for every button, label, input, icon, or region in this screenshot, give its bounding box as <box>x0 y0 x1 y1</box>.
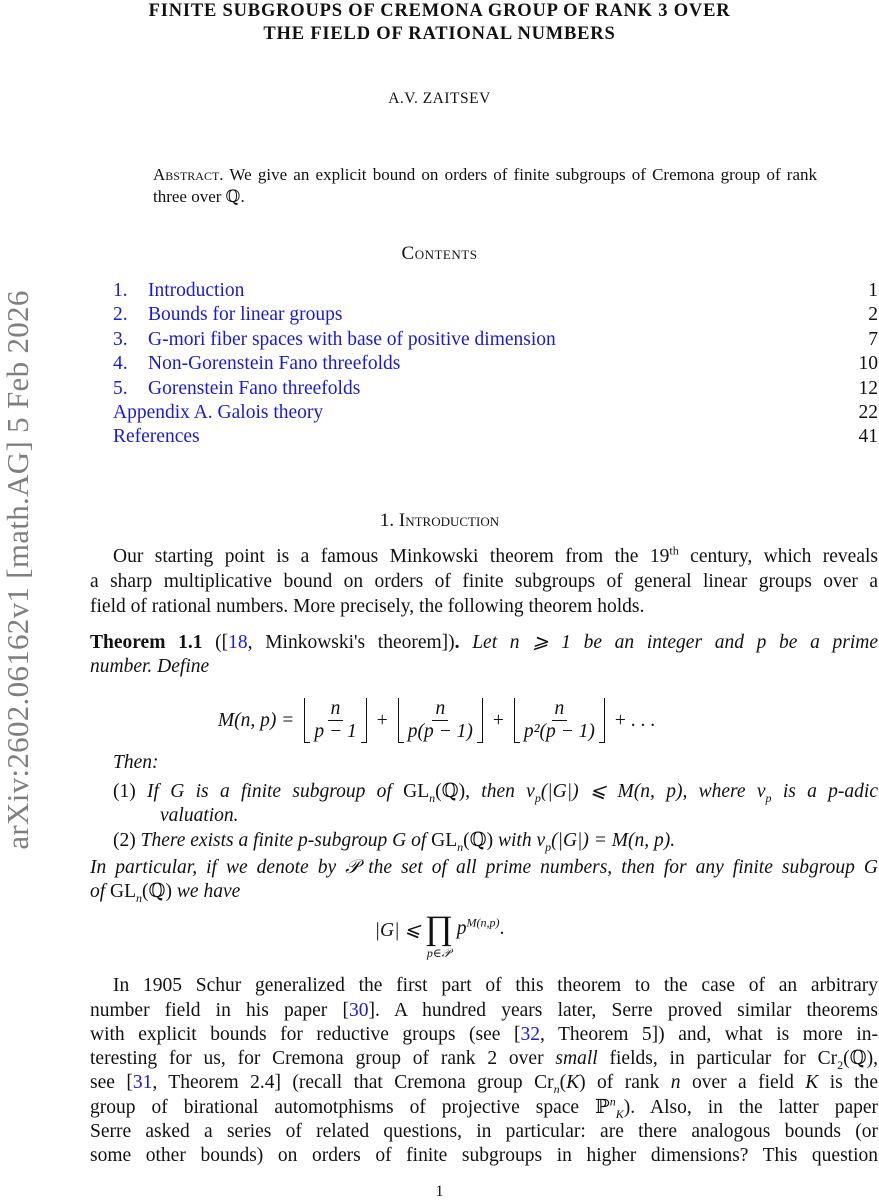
text-segment: (|G|) ⩽ M(n, p), where ν <box>540 781 766 802</box>
text-line <box>90 1023 878 1047</box>
floor-fraction <box>514 698 605 743</box>
toc-entry-link[interactable]: Introduction <box>148 280 245 301</box>
fraction-denominator: p − 1 <box>314 721 357 742</box>
text-segment: n <box>429 790 436 805</box>
citation-link[interactable]: 32 <box>520 1024 540 1045</box>
text-line <box>90 595 878 619</box>
text-segment: , Theorem 5]) and, what is more in- <box>539 1024 878 1045</box>
toc-entry-number[interactable]: 1. <box>113 280 128 301</box>
text-segment: If G is a finite subgroup of <box>147 781 404 802</box>
text-line <box>90 655 878 679</box>
toc-entry[interactable] <box>113 402 878 426</box>
toc-entry[interactable] <box>113 426 878 450</box>
text-segment: with explicit bounds for reductive groups (see [ <box>90 1024 521 1045</box>
product-term <box>456 915 505 940</box>
text-segment: (|G|) = M(n, p). <box>551 830 676 851</box>
toc-entry-link[interactable]: Appendix A. Galois theory <box>113 402 324 423</box>
text-segment: (ℚ) <box>463 830 494 851</box>
text-segment: GL <box>431 830 458 851</box>
text-segment: teresting for us, for Cremona group of rank 2 over <box>90 1048 556 1069</box>
product-period: . <box>499 918 505 939</box>
text-segment: . <box>454 632 460 653</box>
text-segment: K <box>805 1072 819 1093</box>
text-segment: p <box>545 839 552 854</box>
text-segment: (ℚ), <box>843 1048 878 1069</box>
text-line <box>90 1144 878 1168</box>
product-lhs: |G| ⩽ <box>374 920 421 941</box>
text-segment: GL <box>403 781 430 802</box>
text-segment: see [ <box>90 1072 133 1093</box>
toc-entry-number[interactable]: 3. <box>113 328 128 350</box>
toc-entry[interactable] <box>113 353 878 377</box>
text-segment: (2) <box>113 830 141 851</box>
text-line <box>90 999 878 1023</box>
text-segment: ) of rank <box>579 1072 671 1093</box>
toc-entry-page: 41 <box>858 426 878 448</box>
text-segment: Serre asked a series of related questions, in particular: are there analogous bounds (or <box>90 1121 878 1142</box>
text-segment: (1) <box>113 781 148 802</box>
toc-entry-link[interactable]: Bounds for linear groups <box>148 304 343 326</box>
text-segment: (ℚ) <box>142 881 173 902</box>
toc-entry-number[interactable]: 4. <box>113 353 128 375</box>
fraction-numerator: n <box>432 698 448 721</box>
section-heading-introduction <box>0 510 879 532</box>
formula-lhs: M(n, p) = <box>217 709 295 731</box>
text-segment: K <box>615 1106 624 1121</box>
toc-entry-link[interactable]: Gorenstein Fano threefolds <box>148 377 361 399</box>
text-segment: n <box>136 890 143 905</box>
text-line <box>113 545 878 569</box>
product-sign: ∏ <box>424 910 453 947</box>
text-line <box>113 829 878 853</box>
plus-sign: + <box>492 709 504 731</box>
toc-entry[interactable] <box>113 329 878 353</box>
fraction-denominator: p(p − 1) <box>407 721 473 742</box>
text-segment: number field in his paper [ <box>90 1000 349 1021</box>
text-segment: is the <box>818 1072 878 1093</box>
text-segment: field of rational numbers. More precisely, the following theorem holds. <box>90 596 645 617</box>
text-segment: a sharp multiplicative bound on orders of finite subgroups of general linear groups over a <box>90 571 878 592</box>
text-segment: ([ <box>202 632 229 653</box>
text-segment: Our starting point is a famous Minkowski theorem from the 19 <box>113 546 670 567</box>
text-segment: p <box>534 790 541 805</box>
text-segment: p <box>765 790 772 805</box>
text-segment: Let n ⩾ 1 be an integer and p be a prime <box>459 632 878 653</box>
text-segment: , Minkowski's theorem]) <box>247 632 455 653</box>
arxiv-stamp: arXiv:2602.06162v1 [math.AG] 5 Feb 2026 <box>0 290 35 850</box>
text-line <box>113 780 878 804</box>
abstract <box>153 164 817 208</box>
toc-entry-page: 1 <box>868 280 878 301</box>
toc-entry-page: 7 <box>868 328 878 350</box>
toc-entry-number[interactable]: 2. <box>113 304 128 326</box>
text-segment: , then ν <box>465 781 535 802</box>
abstract-text: We give an explicit bound on orders of finite subgroups of Cremona group of rank three over ℚ. <box>153 165 817 206</box>
text-segment: n <box>553 1081 560 1096</box>
toc-entry-page: 22 <box>858 402 878 423</box>
text-segment: ( <box>559 1072 567 1093</box>
section-heading-text: 1. Introduction <box>379 510 500 531</box>
toc-entry-link[interactable]: Non-Gorenstein Fano threefolds <box>148 353 401 375</box>
text-segment: we have <box>172 881 241 902</box>
abstract-label: Abstract. <box>153 165 224 184</box>
text-segment: n <box>457 839 464 854</box>
toc-entry-page: 10 <box>858 353 878 375</box>
text-segment: valuation. <box>160 805 239 826</box>
product-index: p∈𝒫 <box>426 946 451 960</box>
floor-fraction <box>304 698 366 743</box>
text-segment: small <box>555 1048 598 1069</box>
toc-entry-page: 2 <box>868 304 878 326</box>
text-line <box>113 974 878 998</box>
paper-title-line-2: THE FIELD OF RATIONAL NUMBERS <box>263 24 616 44</box>
text-segment: (ℚ) <box>435 781 466 802</box>
fraction-denominator: p²(p − 1) <box>523 721 595 742</box>
fraction-numerator: n <box>328 698 344 721</box>
citation-link[interactable]: 30 <box>348 1000 369 1021</box>
toc-entry[interactable] <box>113 378 878 402</box>
text-line <box>90 856 878 880</box>
product-exponent: M(n,p) <box>466 915 500 930</box>
fraction-numerator: n <box>552 698 568 721</box>
citation-link[interactable]: 18 <box>228 632 248 653</box>
text-segment: is a p-adic <box>771 781 878 802</box>
citation-link[interactable]: 31 <box>132 1072 153 1093</box>
text-line <box>113 751 878 775</box>
formula-tail: + . . . <box>614 709 656 731</box>
text-line <box>113 804 879 828</box>
text-line <box>90 880 878 904</box>
text-segment: fields, in particular for Cr <box>597 1048 838 1069</box>
text-segment: n <box>670 1072 681 1093</box>
text-line <box>90 1120 878 1144</box>
text-line <box>90 1047 878 1071</box>
product-symbol <box>425 912 453 961</box>
text-line <box>90 1096 878 1120</box>
text-segment: Theorem 1.1 <box>90 632 203 653</box>
text-segment: K <box>566 1072 580 1093</box>
text-segment: Then: <box>113 752 159 773</box>
text-segment: GL <box>110 881 137 902</box>
contents-heading: Contents <box>401 243 478 264</box>
toc-entry-page: 12 <box>858 377 878 399</box>
toc-entry[interactable] <box>113 304 878 328</box>
text-segment: ). Also, in the latter paper <box>623 1097 878 1118</box>
text-segment: th <box>669 543 679 558</box>
text-segment: n <box>609 1094 616 1109</box>
text-line <box>90 570 878 594</box>
text-segment: In 1905 Schur generalized the first part of this theorem to the case of an arbitrary <box>113 975 878 996</box>
text-segment: 2 <box>837 1057 844 1072</box>
text-segment: group of birational automotphisms of projective space ℙ <box>90 1097 610 1118</box>
author: A.V. ZAITSEV <box>388 90 491 107</box>
text-segment: There exists a finite p-subgroup G of <box>140 830 432 851</box>
text-segment: with ν <box>493 830 546 851</box>
text-line <box>90 631 878 655</box>
text-segment: ]. A hundred years later, Serre proved similar theorems <box>368 1000 878 1021</box>
page-number: 1 <box>435 1183 444 1200</box>
formula-product-bound <box>0 912 879 961</box>
toc-entry[interactable] <box>113 280 878 304</box>
text-segment: over a field <box>680 1072 806 1093</box>
toc-entry-number[interactable]: 5. <box>113 377 128 399</box>
text-segment: , Theorem 2.4] (recall that Cremona group Cr <box>152 1072 554 1093</box>
toc-entry-link[interactable]: G-mori fiber spaces with base of positive dimension <box>148 328 556 350</box>
text-segment: of <box>90 881 111 902</box>
paper-title-line-1: FINITE SUBGROUPS OF CREMONA GROUP OF RANK 3 OVER <box>148 1 731 21</box>
formula-minkowski <box>0 698 879 743</box>
text-segment: some other bounds) on orders of finite subgroups in higher dimensions? This question <box>90 1145 878 1166</box>
text-segment: number. Define <box>90 656 210 677</box>
toc-entry-link[interactable]: References <box>113 426 200 448</box>
floor-fraction <box>398 698 483 743</box>
product-base: p <box>456 918 467 939</box>
text-segment: In particular, if we denote by 𝒫 the set of all prime numbers, then for any finite subgroup G <box>90 857 878 878</box>
plus-sign: + <box>376 709 388 731</box>
text-segment: century, which reveals <box>678 546 878 567</box>
text-line <box>90 1071 878 1095</box>
